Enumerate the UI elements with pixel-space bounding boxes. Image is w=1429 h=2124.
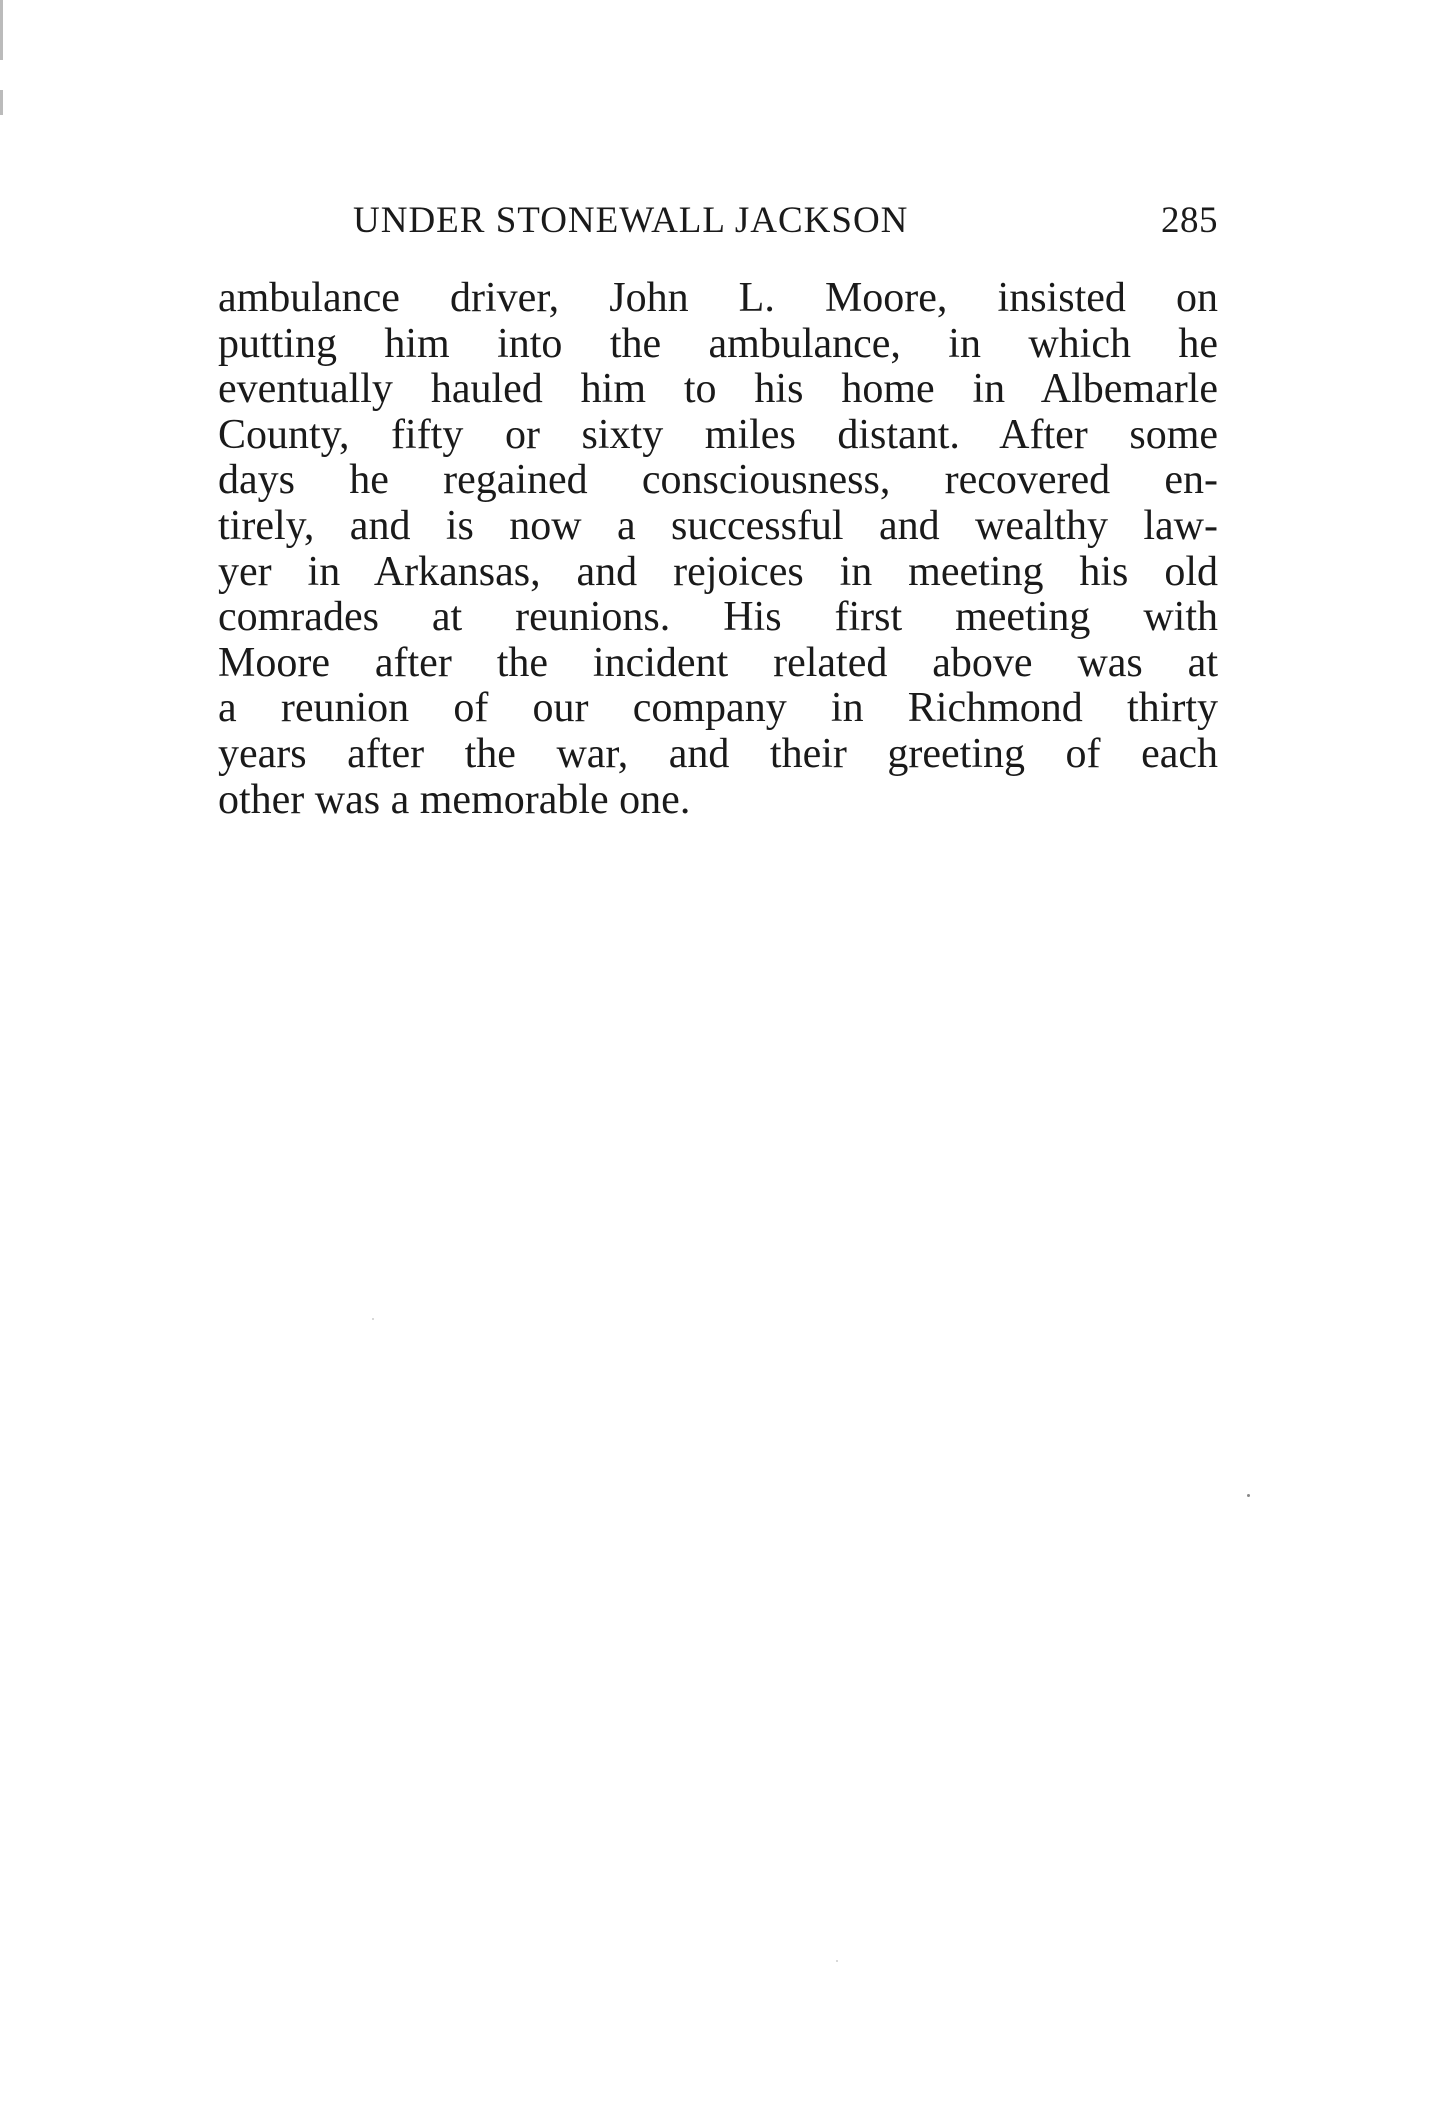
page-number: 285 bbox=[1161, 200, 1218, 241]
text-line: years after the war, and their greeting of each bbox=[218, 730, 1218, 777]
scan-speck bbox=[372, 1318, 374, 1320]
text-line: eventually hauled him to his home in Albemarle bbox=[218, 366, 1218, 413]
running-head bbox=[218, 196, 1218, 246]
text-line: comrades at reunions. His first meeting with bbox=[218, 594, 1218, 641]
scan-speck bbox=[836, 1960, 838, 1962]
text-line: ambulance driver, John L. Moore, insisted on bbox=[218, 275, 1218, 321]
text-line: a reunion of our company in Richmond thirty bbox=[218, 685, 1218, 732]
text-line: yer in Arkansas, and rejoices in meeting his old bbox=[218, 548, 1218, 595]
running-title: UNDER STONEWALL JACKSON bbox=[353, 200, 909, 241]
text-line: Moore after the incident related above was at bbox=[218, 639, 1218, 686]
text-line: putting him into the ambulance, in which he bbox=[218, 320, 1218, 367]
text-line: other was a memorable one. bbox=[218, 776, 691, 823]
body-paragraph bbox=[218, 276, 1218, 823]
scan-speck bbox=[1247, 1494, 1250, 1497]
text-line: tirely, and is now a successful and wealthy law- bbox=[218, 502, 1218, 549]
scan-edge-mark bbox=[0, 0, 3, 60]
scan-edge-mark bbox=[0, 90, 3, 115]
text-line: County, fifty or sixty miles distant. After some bbox=[218, 411, 1218, 458]
text-line: days he regained consciousness, recovered en- bbox=[218, 457, 1218, 504]
